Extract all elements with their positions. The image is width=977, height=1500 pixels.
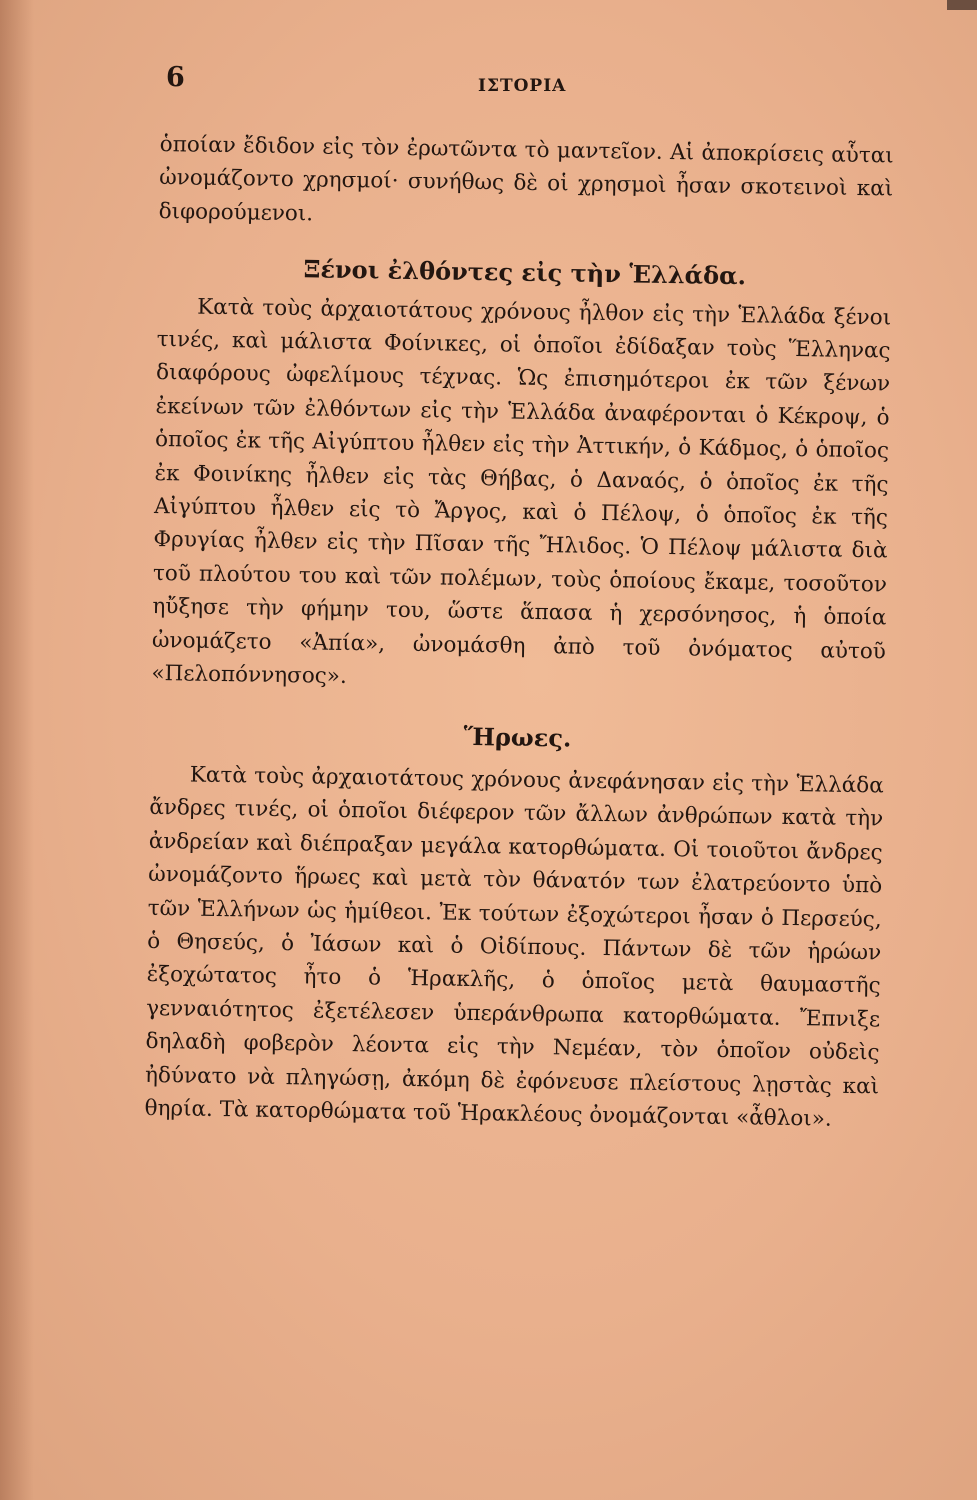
running-title: ΙΣΤΟΡΙΑ	[478, 76, 567, 96]
page-header	[0, 62, 977, 102]
page-number: 6	[166, 62, 185, 93]
page-body	[144, 128, 894, 1137]
section-heading-foreigners: Ξένοι ἐλθόντες εἰς τὴν Ἑλλάδα.	[303, 254, 747, 291]
paragraph-foreigners: Κατὰ τοὺς ἀρχαιοτάτους χρόνους ἦλθον εἰς τὴν Ἑλλάδα ξένοι τινές, καὶ μάλιστα Φοίνικες, οἱ ὁποῖοι ἐδίδαξαν τοὺς Ἕλληνας διαφόρους ὠφελίμους τέχνας. Ὡς ἐπισημότεροι ἐκ τῶν ξένων ἐκείνων τῶν ἐλθόντων εἰς τὴν Ἑλλάδα ἀναφέρονται ὁ Κέκροψ, ὁ ὁποῖος ἐκ τῆς Αἰγύπτου ἦλθεν εἰς τὴν Ἀττικήν, ὁ Κάδμος, ὁ ὁποῖος ἐκ Φοινίκης ἦλθεν εἰς τὰς Θήβας, ὁ Δαναός, ὁ ὁποῖος ἐκ τῆς Αἰγύπτου ἦλθεν εἰς τὸ Ἄργος, καὶ ὁ Πέλοψ, ὁ ὁποῖος ἐκ τῆς Φρυγίας ἦλθεν εἰς τὴν Πῖσαν τῆς Ἤλιδος. Ὁ Πέλοψ μάλιστα διὰ τοῦ πλούτου του καὶ τῶν πολέμων, τοὺς ὁποίους ἔκαμε, τοσοῦτον ηὔξησε τὴν φήμην του, ὥστε ἅπασα ἡ χερσόνησος, ἡ ὁποία ὠνομάζετο «Ἀπία», ὠνομάσθη ἀπὸ τοῦ ὀνόματος αὐτοῦ «Πελοπόννησος».	[151, 294, 892, 690]
intro-paragraph: ὁποίαν ἔδιδον εἰς τὸν ἐρωτῶντα τὸ μαντεῖον. Αἱ ἀποκρίσεις αὗται ὠνομάζοντο χρησμοί· συνήθως δὲ οἱ χρησμοὶ ἦσαν σκοτεινοὶ καὶ διφορούμενοι.	[158, 131, 894, 227]
page-corner-mark	[947, 0, 977, 10]
section-heading-heroes: Ἥρωες.	[463, 721, 572, 753]
paragraph-heroes: Κατὰ τοὺς ἀρχαιοτάτους χρόνους ἀνεφάνησαν εἰς τὴν Ἑλλάδα ἄνδρες τινές, οἱ ὁποῖοι διέφερον τῶν ἄλλων ἀνθρώπων κατὰ τὴν ἀνδρείαν καὶ διέπραξαν μεγάλα κατορθώματα. Οἱ τοιοῦτοι ἄνδρες ὠνομάζοντο ἥρωες καὶ μετὰ τὸν θάνατόν των ἐλατρεύοντο ὑπὸ τῶν Ἑλλήνων ὡς ἡμίθεοι. Ἐκ τούτων ἐξοχώτεροι ἦσαν ὁ Περσεύς, ὁ Θησεύς, ὁ Ἰάσων καὶ ὁ Οἰδίπους. Πάντων δὲ τῶν ἡρώων ἐξοχώτατος ἦτο ὁ Ἡρακλῆς, ὁ ὁποῖος μετὰ θαυμαστῆς γενναιότητος ἐξετέλεσεν ὑπεράνθρωπα κατορθώματα. Ἔπνιξε δηλαδὴ φοβερὸν λέοντα εἰς τὴν Νεμέαν, τὸν ὁποῖον οὐδεὶς ἠδύνατο νὰ πληγώσῃ, ἀκόμη δὲ ἐφόνευσε πλείστους λῃστὰς καὶ θηρία. Τὰ κατορθώματα τοῦ Ἡρακλέους ὀνομάζονται «ἆθλοι».	[144, 762, 884, 1132]
